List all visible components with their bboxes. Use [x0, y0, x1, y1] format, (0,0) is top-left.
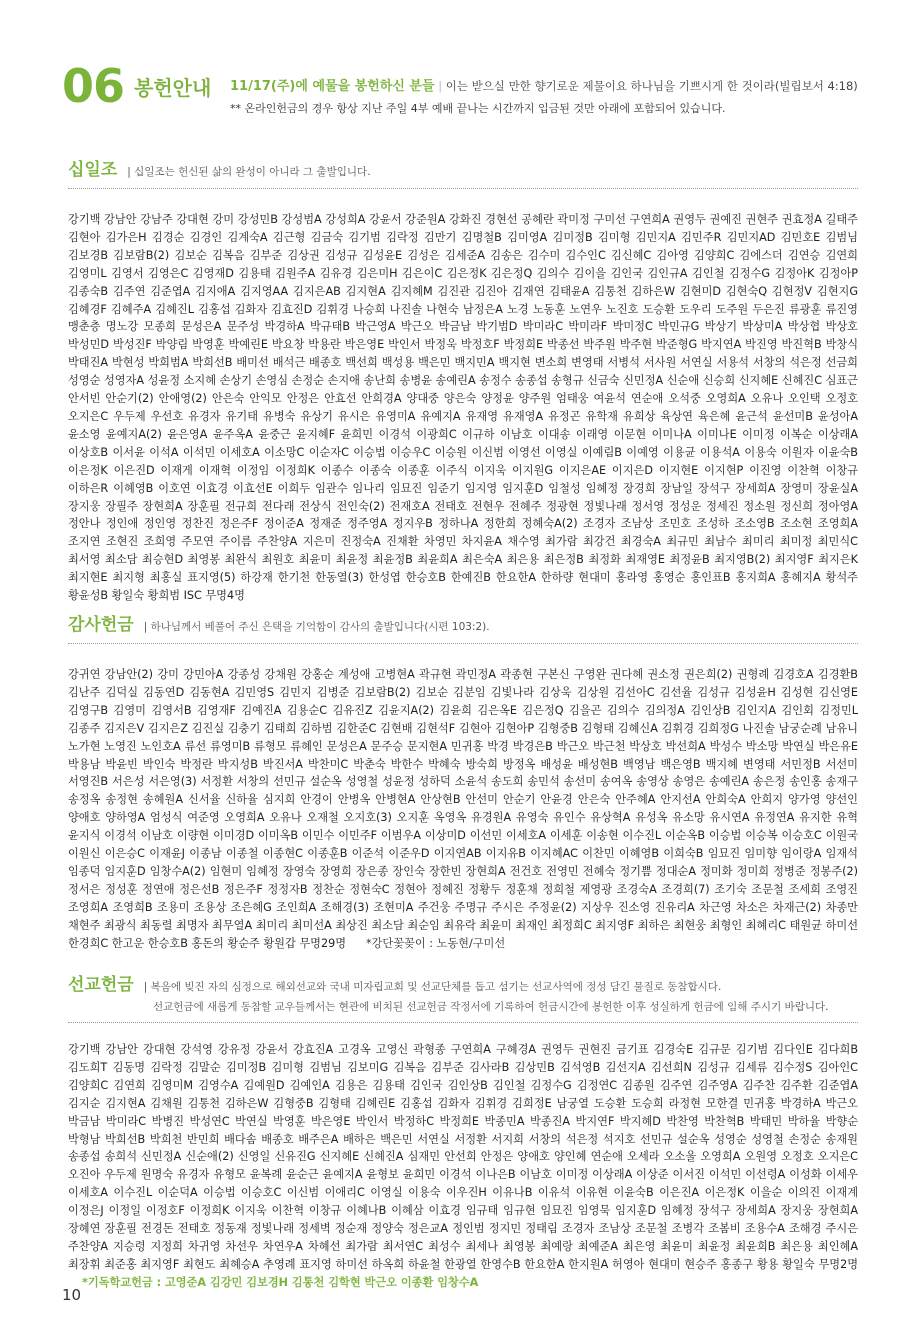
- thanks-title: 감사헌금: [68, 615, 134, 635]
- christian-school-footnote: *기독학교헌금 : 고영준A 김강민 김보경H 김통천 김학현 박근오 이종환 임창수A: [82, 1275, 479, 1289]
- page-number: 10: [62, 1286, 82, 1304]
- bible-verse: 이는 받으실 만한 향기로운 제물이요 하나님을 기쁘시게 한 것이라(빌립보서 4:18): [445, 79, 858, 93]
- mission-names-text: 강기백 강남안 강대현 강석영 강유정 강윤서 강효진A 고경옥 고영신 곽형종 구연희A 구혜경A 권영두 권현진 금기표 김경숙E 김규문 김기범 김다인E 김다희B 김도희T 김동명 김락정 김말순 김미정B 김미형 김범님 김보미G 김복음 김부준 김사라B 김상민B 김석영B 김선지A 김선희N 김성규 김세류 김수정S 김아인C 김양희C 김연희 김영미M 김영수A 김예원D 김예인A 김용은 김용태 김인국 김인상B 김인철 김정수G 김정연C 김종원 김주연 김주영A 김주찬 김주환 김준엽A 김지순 김지현A 김채원 김통천 김하은W 김형중B 김형태 김혜린E 김홍섭 김화자 김휘경 김희정E 남궁열 도승환 도승희 라정현 모한결 민귀홍 박경하A 박근오 박금남 박미라C 박병진 박성연C 박연실 박영훈 박은영E 박인서 박정하C 박정희E 박종민A 박종진A 박지연F 박지혜D 박찬영 박찬혁B 박태민 박하율 박향순 박형남 박희선B 박희천 반민희 배다솜 배종호 배주은A 배하은 백은민 서연실 서정환 서지희 서창의 석은정 석지호 선민규 설순옥 성영순 성영철 손정순 송재원 송종섭 송희석 신민정A 신순애(2) 신영일 신유진G 신지혜E 신혜진A 심재민 안선희 안정은 양애호 양인혜 연순애 오세라 오소울 오영희A 오원영 오정호 오지은C 오진아 우두제 원명숙 유경자 유형모 윤복례 윤순근 윤예지A 윤형보 윤희민 이경석 이나은B 이남호 이미정 이상래A 이상준 이서진 이석민 이선령A 이성화 이세우 이세호A 이수진L 이순덕A 이승법 이승호C 이신범 이애리C 이영실 이용숙 이우진H 이유나B 이유석 이유현 이윤숙B 이은진A 이은정K 이을순 이의진 이재계 이정은J 이정일 이정호F 이정희K 이지욱 이찬혁 이창규 이혜나B 이혜삼 이효경 임규태 임규현 임묘진 임영묵 임지훈D 임혜정 장석구 장세희A 장지웅 장현희A 장혜연 장훈필 전경돈 전태호 정동재 정빛나래 정세벽 정순재 정양숙 정은교A 정인범 정지민 정태림 조경자 조남상 조문철 조병각 조봄비 조용수A 조해경 주시은 주찬양A 지승령 지정희 차귀영 차선우 차연우A 차혜선 최가람 최서연C 최성수 최세나 최영봉 최예랑 최예준A 최은영 최윤미 최윤정 최윤희B 최은용 최인혜A 최장휘 최준홍 최지영F 최현도 최혜승A 추영례 표지영 하미선 하옥희 하윤철 한광열 한영수B 한요한A 한지원A 허영아 현대미 현승주 홍종구 황용 황일숙 무명2명: [68, 1043, 858, 1271]
- section-divider: [68, 188, 858, 189]
- mission-desc-text: 복음에 빚진 자의 심정으로 해외선교와 국내 미자립교회 및 선교단체를 돕고 섬기는 선교사역에 정성 담긴 물질로 동참합시다.: [150, 981, 722, 993]
- thanks-section: [68, 610, 858, 953]
- mission-names: [68, 1041, 858, 1292]
- thanks-desc-text: 하나님께서 베풀어 주신 은택을 기억함이 감사의 출발입니다(시편 103:2).: [150, 621, 490, 633]
- mission-desc: | 복음에 빚진 자의 심정으로 해외선교와 국내 미자립교회 및 선교단체를 돕고 섬기는 선교사역에 정성 담긴 물질로 동참합시다.: [143, 981, 722, 993]
- section-number: 06: [62, 59, 125, 113]
- thanks-names: [68, 666, 858, 953]
- section-divider: [68, 1022, 858, 1023]
- tithe-title: 십일조: [68, 160, 118, 180]
- offering-header: [62, 60, 862, 124]
- header-subtitle: 11/17(주)에 예물을 봉헌하신 분들 | 이는 받으실 만한 향기로운 제물이요 하나님을 기쁘시게 한 것이라(빌립보서 4:18): [230, 79, 858, 94]
- tithe-desc: | 십일조는 헌신된 삶의 완성이 아니라 그 출발입니다.: [127, 166, 371, 178]
- mission-title: 선교헌금: [68, 975, 134, 995]
- thanks-names-text: 강귀연 강남안(2) 강미 강민아A 강종성 강채원 강홍순 계성애 고병현A 곽규현 곽민정A 곽종현 구본신 구영완 권다혜 권소정 권은희(2) 권형례 김경호A 김경환B 김난주 김덕실 김동연D 김동현A 김민영S 김민지 김병준 김보람B(2) 김보순 김분임 김빛나라 김상욱 김상원 김선아C 김선율 김성규 김성윤H 김성현 김신영E 김영구B 김영미 김영서B 김영재F 김예진A 김용순C 김유진Z 김윤지A(2) 김윤희 김은옥E 김은정Q 김을곤 김의수 김의정A 김인상B 김인지A 김인회 김정민L 김종주 김지은V 김지은Z 김진실 김충기 김태희 김하범 김한준C 김현배 김현석F 김현아 김현아P 김형중B 김형태 김혜신A 김휘경 김희정G 나진솔 남궁순례 남유니 노가현 노영진 노인호A 류선 류영미B 류형모 류혜인 문성은A 문주승 문지현A 민귀홍 박경 박경은B 박근오 박근천 박상호 박선희A 박성수 박소망 박연실 박은유E 박용남 박윤빈 박인숙 박정란 박지성B 박진서A 박찬미C 박춘숙 박한수 박혜숙 방숙희 방정옥 배성윤 배성현B 백영남 백은영B 백지혜 변영태 서민정B 서선미 서영진B 서은성 서은영(3) 서정환 서창의 선민규 설순옥 성영철 성윤정 성하덕 소윤석 송도희 송민석 송선미 송여옥 송영상 송영은 송예린A 송은정 송인홍 송재구 송정옥 송정현 송혜원A 신서율 신하율 심지희 안경이 안병옥 안병현A 안상현B 안선미 안순기 안윤경 안은숙 안주혜A 안지선A 안희숙A 안희지 양가영 양선인 양애호 양하영A 엄성식 여준영 오영희A 오유나 오재철 오지호(3) 오지훈 옥영옥 유경원A 유영숙 유인수 유상혁A 유성옥 유소망 유시연A 유정연A 유지한 유혁 윤지식 이경석 이남호 이량현 이미경D 이미옥B 이민수 이민주F 이범우A 이상미D 이선민 이세호A 이세훈 이송현 이수진L 이순옥B 이승법 이승복 이승호C 이원국 이원신 이은승C 이재윤J 이종남 이종철 이종현C 이종훈B 이준석 이준우D 이지연AB 이지유B 이지혜AC 이찬민 이혜영B 이희숙B 임묘진 임미향 임이랑A 임재석 임종덕 임지훈D 임창수A(2) 임현미 임혜정 장영숙 장영희 장은종 장인숙 장한빈 장현희A 전건호 전영민 전혜숙 정기쁨 정대순A 정미화 정미희 정병준 정봉주(2) 정서은 정성훈 정연애 정은선B 정은주F 정정자B 정찬순 정현숙C 정현아 정혜진 정황두 정훈채 정희철 제영광 조경숙A 조경희(7) 조기숙 조문철 조세희 조영진 조영희A 조영희B 조용미 조용상 조은혜G 조인희A 조해경(3) 조현미A 주건웅 주명규 주시은 주정윤(2) 지상우 진소영 진유리A 차근영 차소은 차재근(2) 차종만 채현주 최광식 최동렬 최명자 최무열A 최미리 최미선A 최상진 최소담 최순임 최유락 최윤미 최재인 최정희C 최지영F 최하은 최현웅 최형인 최혜리C 태원균 하미선 한경희C 한고운 한승호B 홍돈의 황순주 황원갑 무명29명: [68, 668, 858, 950]
- mission-desc-2: 선교헌금에 새롭게 동참할 교우들께서는 현관에 비치된 선교헌금 작정서에 기록하여 헌금시간에 봉헌한 이후 성실하게 헌금에 임해 주시기 바랍니다.: [153, 1001, 829, 1013]
- tithe-names: 강기백 강남안 강남주 강대현 강미 강성민B 강성범A 강성희A 강윤서 강준원A 강화진 경현선 공혜란 곽미정 구미선 구연희A 권영두 권예진 권현주 권효정A 길태주 김현아 김가은H 김경순 김경인 김계숙A 김근형 김금숙 김기범 김락정 김만기 김명철B 김미영A 김미정B 김미형 김민지A 김민주R 김민지AD 김민호E 김범님 김보경B 김보람B(2) 김보순 김복음 김부준 김상권 김성규 김성윤E 김성은 김세준A 김송은 김수미 김수인C 김신혜C 김아영 김양희C 김에스더 김연승 김연희 김영미L 김영서 김영은C 김영재D 김용태 김원주A 김유경 김은미H 김은이C 김은정K 김은정Q 김의수 김이을 김인국 김인규A 김인철 김정수G 김정아K 김정아P 김종숙B 김주연 김준엽A 김지애A 김지영AA 김지은AB 김지현A 김지혜M 김진관 김진아 김재연 김태윤A 김통천 김하은W 김현미D 김현숙Q 김현정V 김현지G 김혜경F 김혜주A 김혜진L 김홍섭 김화자 김효진D 김휘경 나승희 나진솔 나현숙 남정은A 노경 노동훈 노연우 노진호 도승환 도우리 도주원 두은진 류광훈 류진영 맹춘층 명노강 모종희 문성은A 문주성 박경하A 박규태B 박근영A 박근오 박금남 박기범D 박미라C 박미라F 박미정C 박민규G 박상기 박상미A 박상협 박상호 박성민D 박성진F 박양림 박영훈 박예린E 박요창 박용란 박은영E 박인서 박정욱 박정호F 박정희E 박종선 박주원 박주현 박준형G 박지연A 박진영 박진혁B 박창식 박태진A 박현성 박희범A 박희선B 배미선 배석근 배종호 백선희 백성용 백은민 백지민A 백지현 변소희 변영태 서병석 서사원 서연실 서용석 서창의 석은정 선금희 성영순 성영자A 성윤정 소지혜 손상기 손영심 손정순 손지애 송난희 송병윤 송예린A 송정수 송종섭 송형규 신금숙 신민정A 신순애 신승희 신지혜E 신혜진C 심표근 안서빈 안순기(2) 안애영(2) 안은숙 안익모 안정은 안효선 안희경A 양대중 양은숙 양정윤 양주원 엄태웅 여윤석 연순애 오석중 오영희A 오유나 오인택 오정호 오지은C 우두제 우선호 유경자 유기태 유병숙 유상기 유시은 유영미A 유예지A 유재영 유재영A 유정곤 유학재 유희상 육상연 육은혜 윤근석 윤선미B 윤성아A 윤소영 윤예지A(2) 윤은영A 윤주옥A 윤중근 윤지혜F 윤희민 이경석 이광희C 이규하 이남호 이대송 이래영 이문현 이미나A 이미나E 이미정 이복순 이상래A 이상호B 이서윤 이석A 이석민 이세호A 이소망C 이순자C 이승법 이승우C 이승원 이신범 이영선 이영실 이예림B 이예영 이용균 이용석A 이용숙 이원자 이윤숙B 이은정K 이은진D 이재게 이재혁 이정임 이정희K 이종수 이종숙 이종훈 이주식 이지욱 이지원G 이지은AE 이지은D 이지현E 이지현P 이진영 이찬혁 이창규 이하은R 이혜영B 이호연 이효경 이효선E 이희두 임관수 임나리 임묘진 임준기 임지영 임지훈D 임철성 임혜정 장경희 장남일 장석구 장세희A 장영미 장윤실A 장지웅 장필주 장현희A 장훈필 전규희 전다래 전상식 전인숙(2) 전재호A 전태호 전현우 전혜주 정광현 정빛나래 정서영 정성운 정세진 정소원 정신희 정아영A 정안나 정인애 정인영 정찬진 정은주F 정이준A 정재준 정주영A 정지우B 정하나A 정한희 정혜숙A(2) 조경자 조남상 조민호 조성하 조소영B 조소현 조영희A 조지연 조현진 조희영 주모연 주이름 주찬양A 지은미 진정숙A 진채환 차영민 차지윤A 채수영 최가람 최강건 최경숙A 최규민 최남수 최미리 최미정 최민식C 최서영 최소담 최승현D 최영봉 최완식 최원호 최윤미 최윤정 최윤정B 최윤희A 최은숙A 최은용 최은정B 최정화 최재영E 최정윤B 최지영B(2) 최지영F 최지은K 최지현E 최지형 최홍실 표지영(5) 하강재 한기천 한동열(3) 한성엽 한승호B 한예진B 한요한A 한하량 현대미 홍라영 홍영순 홍인표B 홍지희A 홍혜지A 황석주 황윤성B 황일숙 황희범 ISC 무명4명: [68, 213, 858, 603]
- tithe-section: [68, 155, 858, 605]
- offering-date: 11/17(주)에 예물을 봉헌하신 분들: [230, 79, 435, 94]
- page-title: 봉헌안내: [134, 76, 212, 100]
- thanks-desc: | 하나님께서 베풀어 주신 은택을 기억함이 감사의 출발입니다(시편 103:2).: [143, 621, 490, 633]
- section-divider: [68, 643, 858, 644]
- tithe-desc-text: 십일조는 헌신된 삶의 완성이 아니라 그 출발입니다.: [134, 166, 371, 178]
- mission-section: [68, 970, 858, 1292]
- online-offering-note: ** 온라인헌금의 경우 항상 지난 주일 4부 예배 끝나는 시간까지 입금된 것만 아래에 포함되어 있습니다.: [230, 102, 726, 115]
- flower-footnote: *강단꽃꽂이 : 노동현/구미선: [366, 936, 506, 950]
